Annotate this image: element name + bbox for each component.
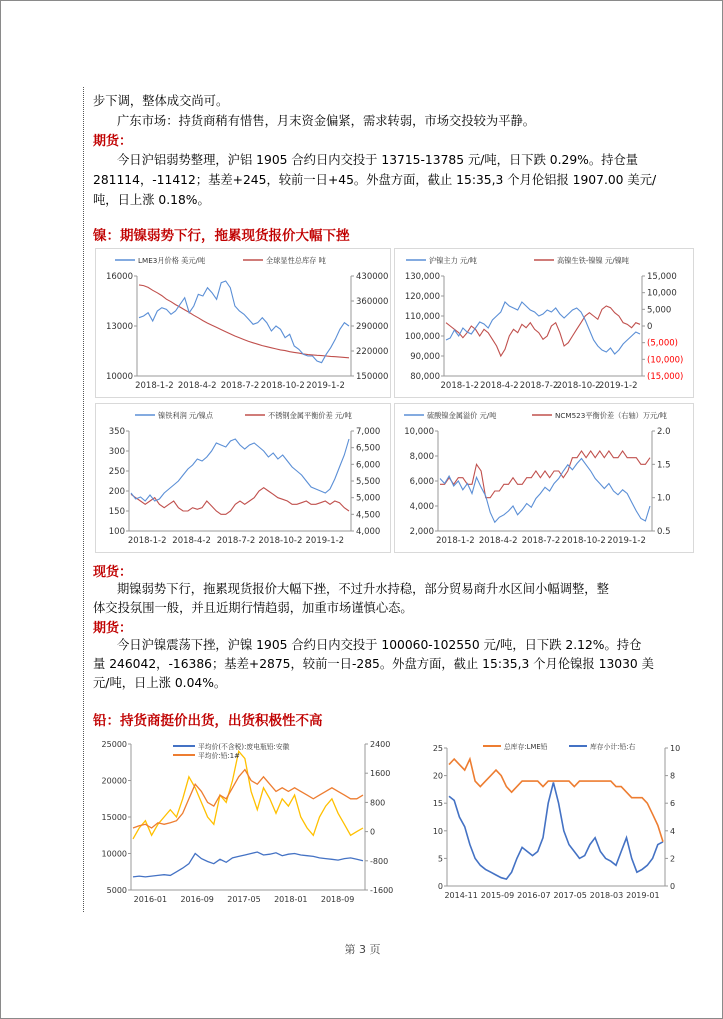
left-tick-label: 130,000 [404, 272, 440, 282]
x-tick-label: 2016-01 [133, 895, 168, 904]
chart-nickel-npi-profit [95, 403, 391, 553]
x-tick-label: 2018-10-2 [561, 536, 606, 546]
left-tick-label: 90,000 [410, 352, 440, 362]
left-tick-label: 80,000 [410, 372, 440, 382]
x-tick-label: 2018-1-2 [127, 536, 167, 546]
series-line-left [446, 302, 640, 354]
right-tick-label: 290000 [356, 322, 389, 332]
right-tick-label: 2 [670, 854, 676, 864]
left-tick-label: 100,000 [404, 332, 440, 342]
legend-label: 平均价:铅:1# [198, 752, 240, 760]
series-line-left [449, 759, 663, 842]
x-tick-label: 2018-1-2 [135, 381, 174, 391]
left-tick-label: 0 [437, 882, 443, 891]
chart-nickel-lme-inventory [95, 248, 391, 398]
x-tick-label: 2019-1-2 [306, 381, 345, 391]
left-tick-label: 10,000 [404, 427, 434, 437]
ni-futures-line1: 今日沪镍震荡下挫，沪镍 1905 合约日内交投于 100060-102550 元/吨，日下跌 2.12%。持仓 [117, 638, 642, 652]
left-tick-label: 200 [108, 487, 125, 497]
right-tick-label: 0 [370, 827, 376, 837]
left-tick-label: 25 [432, 744, 443, 753]
right-tick-label: 10 [670, 744, 681, 753]
legend-label: 全球显性总库存 吨 [266, 256, 326, 265]
ni-spot-line2: 体交投氛围一般，并且近期行情趋弱，加重市场谨慎心态。 [93, 601, 413, 615]
legend-label: 硫酸镍金属溢价 元/吨 [427, 411, 497, 420]
al-futures-label: 期货： [93, 134, 133, 149]
left-tick-label: 10 [432, 826, 443, 836]
x-tick-label: 2019-1-2 [598, 381, 638, 391]
x-tick-label: 2016-07 [517, 891, 551, 900]
series-line-scrap-battery [133, 852, 363, 877]
right-tick-label: -1600 [370, 886, 394, 895]
x-tick-label: 2018-10-2 [260, 381, 305, 391]
x-tick-label: 2018-7-2 [519, 381, 559, 391]
right-tick-label: 4,000 [356, 527, 381, 537]
right-tick-label: 360000 [356, 297, 389, 307]
x-tick-label: 2018-7-2 [220, 381, 260, 391]
left-tick-label: 8,000 [409, 452, 434, 462]
ni-futures-line2: 量 246042，-16386；基差+2875，较前一日-285。外盘方面，截止 15:35,3 个月伦镍报 13030 美 [93, 657, 654, 671]
chart-lead-price-spread [93, 734, 409, 912]
legend-label: 沪镍主力 元/吨 [429, 256, 477, 265]
x-tick-label: 2019-1-2 [607, 536, 646, 546]
right-tick-label: 8 [670, 771, 676, 781]
right-tick-label: 220000 [356, 347, 389, 357]
right-tick-label: 1.0 [657, 493, 671, 504]
ni-futures-line3: 元/吨，日上涨 0.04%。 [93, 676, 227, 690]
right-tick-label: 6,500 [356, 443, 381, 454]
x-tick-label: 2014-11 [444, 891, 478, 900]
al-futures-line2: 281114，-11412；基差+245，较前一日+45。外盘方面，截止 15:35,3 个月伦铝报 1907.00 美元/ [93, 173, 657, 187]
right-tick-label: (15,000) [647, 372, 684, 382]
right-tick-label: 10,000 [647, 288, 677, 299]
right-tick-label: 15,000 [647, 272, 677, 282]
right-tick-label: 4 [670, 826, 676, 836]
right-tick-label: 4,500 [356, 510, 381, 521]
left-tick-label: 250 [108, 467, 125, 477]
ni-futures-label: 期货： [93, 621, 133, 636]
series-line-right [440, 451, 650, 498]
x-tick-label: 2016-09 [180, 895, 214, 904]
x-tick-label: 2018-4-2 [480, 381, 519, 391]
right-tick-label: (10,000) [647, 355, 684, 366]
right-tick-label: 6,000 [356, 460, 381, 471]
series-line-right [131, 488, 349, 515]
left-tick-label: 15000 [101, 813, 127, 822]
al-futures-line1: 今日沪铝弱势整理，沪铝 1905 合约日内交投于 13715-13785 元/吨，日下跌 0.29%。持仓量 [117, 153, 639, 167]
ni-spot-label: 现货： [93, 565, 133, 580]
x-tick-label: 2018-10-2 [258, 536, 303, 546]
right-tick-label: 800 [370, 798, 386, 808]
lead-heading: 铅：持货商挺价出货，出货积极性不高 [93, 713, 323, 729]
legend-label: 不锈钢金属平衡价差 元/吨 [268, 411, 352, 420]
x-tick-label: 2018-7-2 [521, 536, 561, 546]
right-tick-label: 0.5 [657, 527, 671, 537]
right-tick-label: 6 [670, 799, 676, 809]
legend-label: 高镍生铁-镍镍 元/镍吨 [557, 256, 629, 265]
left-tick-label: 350 [108, 427, 125, 437]
legend-label: NCM523平衡价差（右轴）万元/吨 [555, 411, 667, 420]
al-futures-line3: 吨，日上涨 0.18%。 [93, 193, 210, 207]
left-tick-label: 13000 [105, 322, 133, 332]
right-tick-label: -800 [370, 856, 389, 866]
chart-nickel-sulfate-premium [394, 403, 694, 553]
right-tick-label: 1.5 [657, 460, 671, 471]
chart-frame [395, 404, 694, 553]
series-line-left [139, 281, 349, 363]
legend-label: 库存小计:铅:右 [590, 743, 636, 751]
legend-label: 平均价(不含税):废电瓶铅:安徽 [198, 743, 290, 751]
left-tick-label: 6,000 [409, 477, 434, 487]
x-tick-label: 2018-4-2 [172, 536, 211, 546]
right-tick-label: 0 [647, 322, 653, 332]
x-tick-label: 2018-4-2 [177, 381, 217, 391]
x-tick-label: 2018-03 [589, 891, 624, 900]
x-tick-label: 2019-01 [626, 891, 660, 900]
right-tick-label: (5,000) [647, 338, 678, 349]
right-tick-label: 0 [670, 882, 676, 891]
legend-label: 总库存:LME铅 [504, 743, 548, 751]
left-tick-label: 5 [437, 854, 443, 864]
right-tick-label: 2400 [370, 740, 391, 749]
x-tick-label: 2019-1-2 [305, 536, 345, 546]
legend-label: LME3月价格 美元/吨 [138, 256, 206, 265]
ni-spot-line1: 期镍弱势下行，拖累现货报价大幅下挫，不过升水持稳，部分贸易商升水区间小幅调整，整 [117, 582, 609, 596]
left-tick-label: 5000 [106, 886, 127, 895]
left-tick-label: 25000 [101, 740, 127, 749]
left-tick-label: 2,000 [409, 527, 434, 537]
series-line-right [139, 285, 349, 358]
left-tick-label: 20 [432, 771, 443, 781]
left-tick-label: 120,000 [404, 292, 440, 302]
right-tick-label: 1600 [370, 769, 391, 779]
x-tick-label: 2018-01 [274, 895, 308, 904]
chart-lead-inventory [413, 734, 705, 912]
legend-label: 镍铁利润 元/镍点 [158, 411, 214, 420]
left-tick-label: 15 [432, 799, 443, 809]
x-tick-label: 2017-05 [227, 895, 261, 904]
left-tick-label: 4,000 [409, 502, 434, 512]
series-line-left [440, 459, 650, 523]
left-tick-label: 16000 [105, 272, 133, 282]
series-line-spread [133, 751, 363, 839]
right-tick-label: 430000 [356, 272, 389, 282]
chart-frame [96, 249, 391, 398]
chart-frame [96, 404, 391, 553]
left-tick-label: 300 [108, 447, 125, 457]
left-tick-label: 20000 [101, 776, 127, 786]
left-tick-label: 110,000 [404, 312, 440, 322]
right-tick-label: 150000 [356, 372, 389, 382]
x-tick-label: 2018-4-2 [478, 536, 518, 546]
x-tick-label: 2018-09 [320, 895, 355, 904]
series-line-left [131, 439, 349, 501]
left-tick-label: 10000 [101, 849, 127, 859]
al-spot-tail: 步下调，整体成交尚可。 [93, 94, 229, 108]
x-tick-label: 2018-1-2 [440, 381, 480, 391]
chart-nickel-shfe-npi [394, 248, 694, 398]
right-tick-label: 5,000 [647, 305, 672, 316]
left-tick-label: 10000 [105, 372, 133, 382]
x-tick-label: 2018-10-2 [556, 381, 601, 391]
left-tick-label: 100 [108, 527, 125, 537]
right-tick-label: 5,500 [356, 477, 381, 487]
nickel-heading: 镍：期镍弱势下行，拖累现货报价大幅下挫 [93, 228, 350, 244]
x-tick-label: 2018-7-2 [216, 536, 256, 546]
right-tick-label: 7,000 [356, 427, 381, 437]
right-tick-label: 2.0 [657, 427, 671, 437]
x-tick-label: 2018-1-2 [436, 536, 475, 546]
al-guangdong: 广东市场：持货商稍有惜售，月末资金偏紧，需求转弱，市场交投较为平静。 [117, 114, 536, 128]
margin-line [83, 87, 84, 912]
left-tick-label: 150 [108, 507, 125, 517]
x-tick-label: 2015-09 [480, 891, 515, 900]
x-tick-label: 2017-05 [553, 891, 587, 900]
right-tick-label: 5,000 [356, 493, 381, 504]
page-number: 第 3 页 [344, 943, 381, 956]
